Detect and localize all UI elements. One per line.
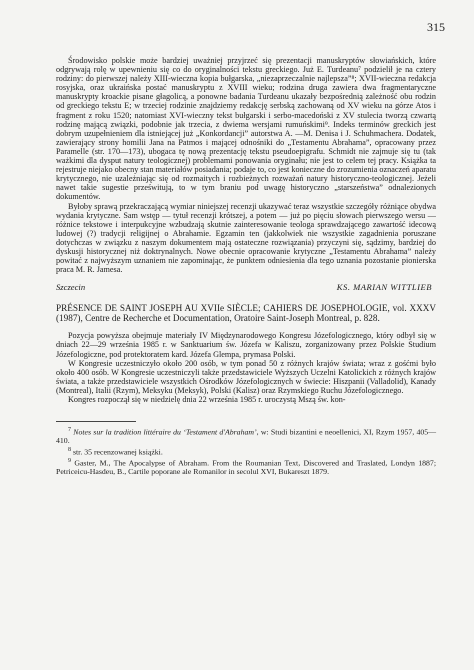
page-body — [56, 56, 436, 477]
paragraph: Środowisko polskie może bardziej uważniej przyjrzeć się prezentacji manuskryptów słowiańskich, które odgrywają rolę w upewnieniu się co do oryginalności tekstu greckiego. Już E. Turdeanu⁷ podzielił je na cztery rodziny: do pierwszej należy XIII-wieczna kopia bułgarska, „niezaprzeczalnie najlepsza”⁸; XVII-wieczna redakcja rosyjska, oraz ukraińska postać manuskryptu z XVIII wieku; rodzina druga zawiera dwa fragmentaryczne manuskrypty kroackie pisane głagolicą, a ponowne badania Turdeanu ukazały bezpośrednią zależność obu rodzin od greckiego tekstu E; w trzeciej rodzinie znajdziemy redakcję serbską zachowaną od XV wieku na górze Atos i fragment z roku 1520; natomiast XVI-wieczny tekst bułgarski i serbo-macedoński z XV stulecia tworzą czwartą rodzinę mającą związki, podobnie jak trzecia, z dwiema wersjami rumuńskimi⁹. Indeks terminów greckich jest dobrym uzupełnieniem dla istniejącej już „Konkordancji” autorstwa A. —M. Denisa i J. Schuhmachera. Dodatek, zawierający strony homilii Jana na Patmos i mającej odnośniki do „Testamentu Abrahama”, opracowany przez Paramelle (str. 170—173), ubogaca tę nową prezentację tekstu pseudoepigrafu. Schmidt nie zajmuje się tu (tak ważkimi dla dysput natury teologicznej) problemami ponowania oryginału; nie jest to celem tej pracy. Książka ta rejestruje niejako obecny stan materiałów posiadania; podaje to, co jest konieczne do zrozumienia oznaczeń aparatu krytycznego, nie uzależniając się od rozmaitych i rozbieżnych rozważań natury historyczno-teologicznej. Jeżeli nawet takie sugestie prześwitują, to w tym braniu pod uwagę historyczno „starszeństwa” odnalezionych dokumentów. — [56, 56, 436, 202]
footnote-title: Notes sur la tradition littéraire du ‘Testament d'Abraham’ — [73, 427, 257, 437]
paragraph: Kongres rozpoczął się w niedzielę dnia 22 września 1985 r. uroczystą Mszą św. kon- — [68, 395, 346, 404]
paragraph: Byłoby sprawą przekraczającą wymiar niniejszej recenzji ukazywać teraz wszystkie szczegóły różniące obydwa wydania krytyczne. Sam wstęp — tytuł recenzji krótszej, a potem — już po pięciu słowach pierwszego wersu — różnice tekstowe i interpukcyjne wzbudzają skutnie zainteresowanie teologa sprawdzającego zawartość idecową ludowej (?) tradycji religijnej o Abrahamie. Egzamin ten (jakkolwiek nie wszystkie zagadnienia poruszane dotychczas w związku z naszym dokumentem mają ostateczne rozwiązania) przyczyni się, sądzimy, bardziej do dyskusji historycznej niż doktrynalnych. Nowe obecnie opracowanie krytyczne „Testamentu Abrahama” należy powitać z najwyższym uznaniem nie zapominając, że punktem odniesienia dla tego uznania pozostanie pionierska praca M. R. Jamesa. — [56, 201, 436, 275]
footnotes — [56, 426, 436, 477]
footnote — [56, 446, 436, 457]
footnote-text: str. 35 recenzowanej książki. — [72, 447, 163, 457]
page-number: 315 — [427, 20, 445, 34]
footnote-mark: 7 — [68, 427, 71, 434]
review-signature — [56, 283, 436, 292]
footnote — [56, 457, 436, 477]
signature-author: KS. MARIAN WITTLIEB — [336, 282, 432, 293]
review-title: PRÉSENCE DE SAINT JOSEPH AU XVIIe SIÈCLE; CAHIERS DE JOSEPHOLOGIE, vol. XXXV (1987), Centre de Recherche et Documentation, Oratoire Saint-Joseph Montreal, p. 828. — [56, 303, 436, 324]
footnote-divider — [56, 421, 136, 422]
footnote-text: Gaster, M., The Apocalypse of Abraham. From the Roumanian Text, Discovered and Traslated, Londyn 1887; Petriceicu-Hasdeu, B., Cartile poporane ale Romanilor in secolul XVI, Bukareszt 1879. — [56, 458, 436, 477]
footnote-mark: 8 — [68, 446, 71, 453]
footnote — [56, 426, 436, 446]
paragraph: Pozycja powyższa obejmuje materiały IV Międzynarodowego Kongresu Józefologicznego, który odbył się w dniach 22—29 września 1985 r. w Sanktuarium św. Józefa w Kaliszu, zorganizowany przez Polskie Studium Józefologiczne, pod protektoratem kard. Józefa Glempa, prymasa Polski. — [56, 331, 436, 359]
footnote-text: , w: Studi bizantini e neoellenici, XI, Rzym 1957, 405—410. — [56, 427, 436, 446]
footnote-mark: 9 — [68, 458, 71, 465]
signature-place: Szczecin — [56, 282, 86, 293]
paragraph: W Kongresie uczestniczyło około 200 osób, w tym ponad 50 z różnych krajów świata; wraz z gośćmi było około 400 osób. W Kongresie uczestniczyli także przedstawiciele Wyższych Uczelni Katolickich z różnych krajów świata, a także przedstawiciele wszystkich Ośrodków Józefologicznych w świecie: Hiszpanii (Valladolid), Kanady (Montreal), Italii (Rzym), Meksyku (Meksyk), Polski (Kalisz) oraz Rzymskiego Ruchu Józefologicznego. — [56, 358, 436, 395]
